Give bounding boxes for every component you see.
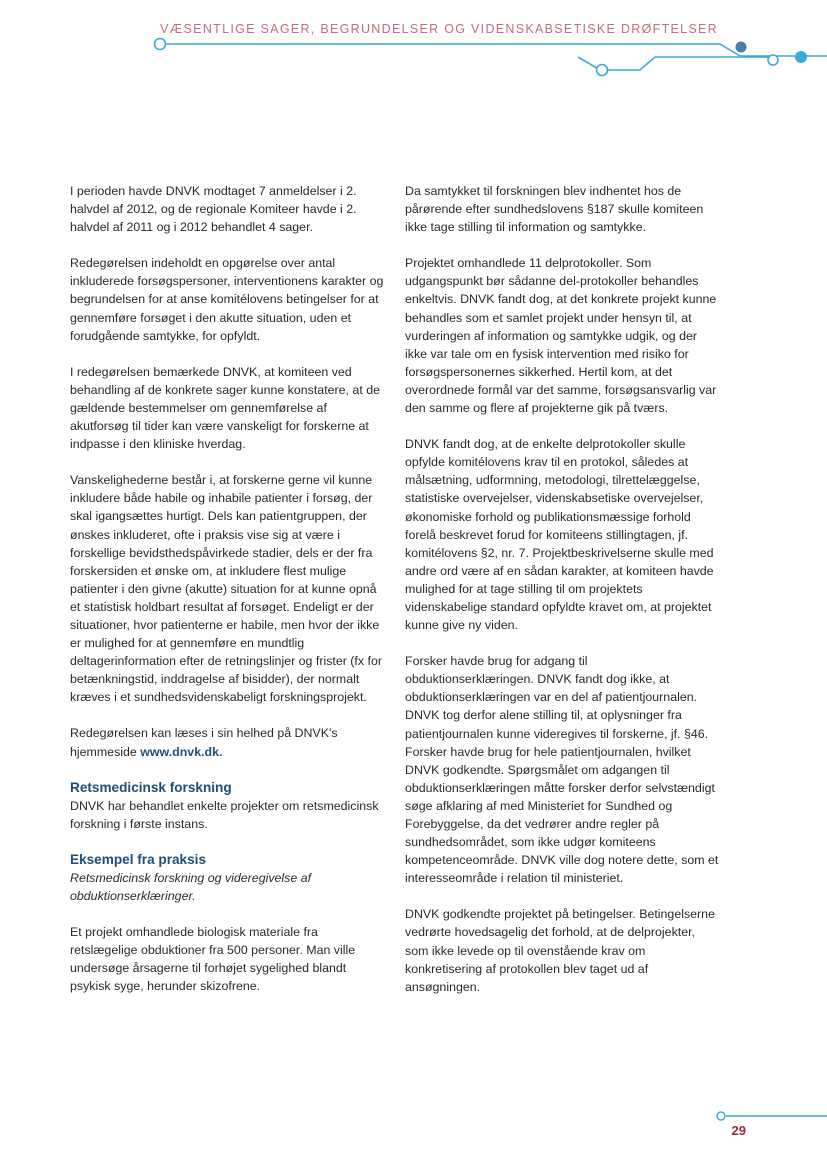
footer-line-decoration	[717, 1112, 827, 1120]
paragraph: Redegørelsen indeholdt en opgørelse over antal inkluderede forsøgspersoner, interventionens karakter og begrundelsen for at anse komitélovens betingelser for at gennemføre forsøget i den akutte situation, uden et forudgående samtykke, for opfyldt.	[70, 256, 384, 343]
section-heading: Eksempel fra praksis	[70, 851, 207, 867]
paragraph: Projektet omhandlede 11 delprotokoller. Som udgangspunkt bør sådanne del-protokoller behandles enkeltvis. DNVK fandt dog, at det konkrete projekt kunne behandles som et samlet projekt under hensyn til, at vurderingen af information og samtykke udgik, og der ikke var tale om en fysisk intervention med risiko for forsøgspersonernes sikkerhed. Hertil kom, at det overordnede formål var det samme, forsøgsansvarlig var den samme og flere af projekterne gik på tværs.	[405, 256, 717, 416]
running-header-title: VÆSENTLIGE SAGER, BEGRUNDELSER OG VIDENSKABSETISKE DRØFTELSER	[160, 22, 718, 36]
dnvk-website-link[interactable]: www.dnvk.dk.	[140, 744, 223, 759]
paragraph: DNVK fandt dog, at de enkelte delprotokoller skulle opfylde komitélovens krav til en protokol, således at målsætning, udformning, metodologi, tilrettelæggelse, statistiske overvejelser, videnskabsetiske overvejelser, økonomiske forhold og publikationsmæssige forhold forelå beskrevet forud for komiteens stillingtagen, jf. komitélovens §2, nr. 7. Projektbeskrivelserne skulle med andre ord være af en sådan karakter, at komiteen havde mulighed for at tage stilling til om projektets videnskabelige standard opfyldte kravet om, at projektet kunne give ny viden.	[405, 437, 714, 633]
paragraph: DNVK godkendte projektet på betingelser. Betingelserne vedrørte hovedsagelig det forhold, at de delprojekter, som ikke levede op til ovenstående krav om konkretisering af protokollen blev taget ud af ansøgningen.	[405, 907, 715, 994]
paragraph: DNVK har behandlet enkelte projekter om retsmedicinsk forskning i første instans.	[70, 798, 379, 831]
example-subtitle: Retsmedicinsk forskning og videregivelse af obduktionserklæringer.	[70, 870, 312, 903]
section-heading: Retsmedicinsk forskning	[70, 779, 232, 795]
paragraph-text: Redegørelsen kan læses i sin helhed på DNVK's hjemmeside	[70, 726, 338, 759]
left-text-column	[70, 182, 384, 1013]
paragraph: I perioden havde DNVK modtaget 7 anmeldelser i 2. halvdel af 2012, og de regionale Komiteer havde i 2. halvdel af 2011 og i 2012 behandlet 4 sager.	[70, 184, 357, 235]
paragraph: I redegørelsen bemærkede DNVK, at komiteen ved behandling af de konkrete sager kunne konstatere, at de gældende bestemmelser om gennemførelse af akutforsøg til tider kan være vanskeligt for forskerne at indpasse i den kliniske hverdag.	[70, 364, 380, 452]
page-number: 29	[731, 1123, 746, 1138]
paragraph: Vanskelighederne består i, at forskerne gerne vil kunne inkludere både habile og inhabile patienter i forsøg, der skal igangsættes hurtigt. Dels kan patientgruppen, der ønskes inkluderet, ofte i praksis vise sig at være i forskellige bevidsthedspåvirkede stadier, dels er der fra forskersiden et ønske om, at inkludere flest mulige patienter i den givne (akutte) situation for at kunne opnå et statistisk holdbart resultat af forsøget. Endeligt er der situationer, hvor patienterne er habile, men hvor der ikke er mulighed for at gennemføre en mundtlig deltagerinformation efter de retningslinjer og frister (fx for betænkningstid, inddragelse af bisidder), der normalt kræves i et sundhedsvidenskabeligt forskningsprojekt.	[70, 473, 382, 705]
paragraph: Forsker havde brug for adgang til obduktionserklæringen. DNVK fandt dog ikke, at obduktionserklæringen var en del af patientjournalen. DNVK tog derfor alene stilling til, at oplysninger fra patientjournalen kunne videregives til forskerne, jf. §46. Forsker havde brug for hele patientjournalen, hvilket DNVK godkendte. Spørgsmålet om adgangen til obduktionserklæringen måtte forsker derfor selvstændigt søge afklaring af med Ministeriet for Sundhed og Forebyggelse, da det vedrører andre regler på sundhedsområdet, som ikke udgør komiteens kompetenceområde. DNVK ville dog notere dette, som et interesseområde i relation til ministeriet.	[405, 654, 719, 886]
right-text-column	[405, 182, 719, 1014]
paragraph: Et projekt omhandlede biologisk materiale fra retslægelige obduktioner fra 500 personer. Man ville undersøge årsagerne til forhøjet sygelighed blandt psykisk syge, herunder skizofrene.	[70, 925, 356, 994]
paragraph: Da samtykket til forskningen blev indhentet hos de pårørende efter sundhedslovens §187 skulle komiteen ikke tage stilling til information og samtykke.	[405, 184, 704, 235]
paragraph-with-link	[70, 724, 384, 760]
